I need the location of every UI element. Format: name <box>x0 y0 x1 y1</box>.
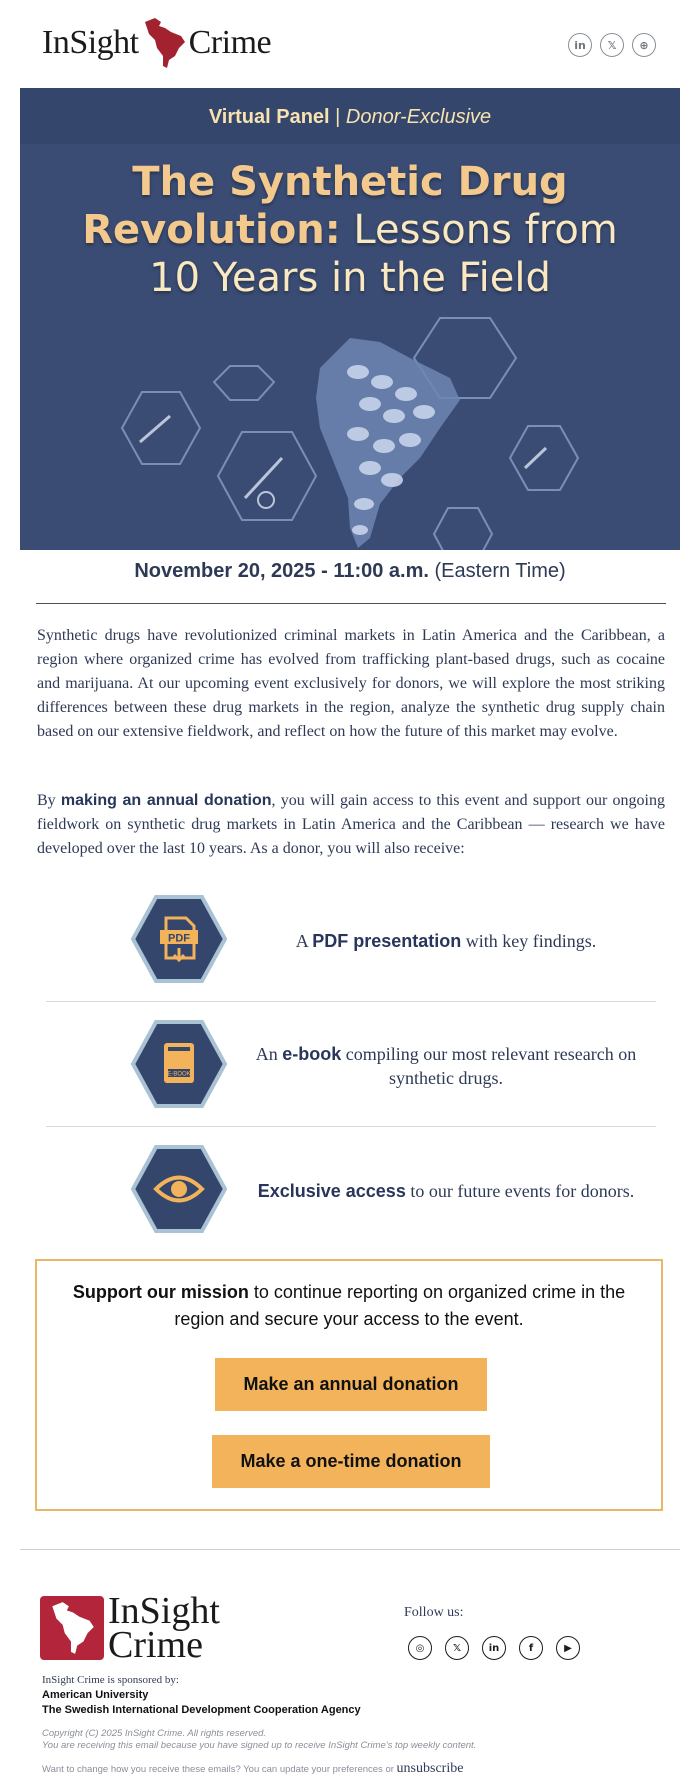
footer-social-links <box>408 1636 580 1660</box>
annual-donation-button[interactable]: Make an annual donation <box>215 1358 487 1411</box>
hero-title-line3: 10 Years in the Field <box>149 255 551 301</box>
hexagon-outline-icon <box>434 508 492 550</box>
x-icon[interactable]: 𝕏 <box>445 1636 469 1660</box>
footer-logo[interactable] <box>40 1590 220 1666</box>
benefit-text-pdf: A PDF presentation with key findings. <box>295 931 597 951</box>
preferences-line: Want to change how you receive these emails? You can update your preferences or unsubscribe <box>42 1761 464 1776</box>
svg-text:E-BOOK: E-BOOK <box>167 1071 191 1078</box>
annual-donation-link[interactable]: making an annual donation <box>60 792 272 809</box>
benefit-item-access <box>46 1136 656 1246</box>
sponsor-sida: The Swedish International Development Cooperation Agency <box>42 1704 361 1716</box>
instagram-icon[interactable]: ◎ <box>408 1636 432 1660</box>
benefit-text-access: Exclusive access to our future events for donors. <box>257 1181 635 1201</box>
receiving-notice: You are receiving this email because you have signed up to receive InSight Crime's top weekly content. <box>42 1740 477 1751</box>
linkedin-icon[interactable]: in <box>568 33 592 57</box>
unsubscribe-link[interactable]: unsubscribe <box>396 1761 464 1776</box>
insight-crime-logo[interactable] <box>42 16 271 70</box>
linkedin-icon[interactable]: in <box>482 1636 506 1660</box>
divider <box>20 1549 680 1550</box>
hexagon-syringe-icon <box>122 392 200 464</box>
hero-title-line2: Revolution: Lessons from <box>82 207 618 253</box>
x-icon[interactable]: 𝕏 <box>600 33 624 57</box>
copyright-text: Copyright (C) 2025 InSight Crime. All rights reserved. <box>42 1728 267 1739</box>
eye-icon <box>130 1144 228 1234</box>
latin-america-map-icon <box>141 16 187 70</box>
event-date: November 20, 2025 - 11:00 a.m. (Eastern Time) <box>134 560 566 582</box>
intro-paragraph: Synthetic drugs have revolutionized criminal markets in Latin America and the Caribbean, a region where organized crime has evolved from trafficking plant-based drugs, such as cocaine and marijuana. At our upcoming event exclusively for donors, we will explore the most striking differences between these drug markets in the region, analyze the synthetic drug supply chain based on our extensive fieldwork, and reflect on how the future of this market may evolve. <box>37 627 665 740</box>
legal-text <box>42 1728 476 1752</box>
logo-word-insight: InSight <box>42 24 139 61</box>
hero-illustration <box>20 308 680 550</box>
youtube-icon[interactable]: ▶ <box>556 1636 580 1660</box>
divider <box>46 1126 656 1127</box>
footer-logo-text: InSight Crime <box>108 1590 220 1666</box>
support-box <box>35 1259 663 1511</box>
benefit-item-ebook <box>46 1011 656 1121</box>
hero-title-line1: The Synthetic Drug <box>132 159 568 205</box>
hero-tagline: Virtual Panel | Donor-Exclusive <box>208 106 492 128</box>
globe-icon[interactable]: ⊕ <box>632 33 656 57</box>
hexagon-outline-icon <box>214 366 274 400</box>
hero-banner[interactable] <box>20 88 680 550</box>
divider <box>46 1001 656 1002</box>
email-header <box>0 0 700 88</box>
benefit-item-pdf <box>46 886 656 996</box>
sponsor-block <box>42 1673 361 1718</box>
pdf-icon <box>130 894 228 984</box>
logo-word-crime: Crime <box>188 24 272 61</box>
hexagon-pill-icon <box>510 426 578 490</box>
svg-text:PDF: PDF <box>168 932 190 945</box>
footer-logo-map-icon <box>40 1596 104 1660</box>
sponsor-american-university: American University <box>42 1689 149 1701</box>
follow-us-label: Follow us: <box>404 1605 464 1620</box>
facebook-icon[interactable]: f <box>519 1636 543 1660</box>
divider <box>36 603 666 604</box>
support-text: Support our mission to continue reporting on organized crime in the region and secure your access to the event. <box>72 1282 626 1329</box>
benefit-text-ebook: An e-book compiling our most relevant research on synthetic drugs. <box>255 1044 637 1088</box>
ebook-icon <box>130 1019 228 1109</box>
one-time-donation-button[interactable]: Make a one-time donation <box>212 1435 490 1488</box>
donation-paragraph: By making an annual donation, you will gain access to this event and support our ongoing fieldwork on synthetic drug markets in Latin America and the Caribbean — research we have developed over the last 10 years. As a donor, you will also receive: <box>37 792 665 857</box>
sponsored-by-label: InSight Crime is sponsored by: <box>42 1674 179 1686</box>
header-social-links <box>568 33 656 57</box>
hero-title <box>20 158 680 302</box>
